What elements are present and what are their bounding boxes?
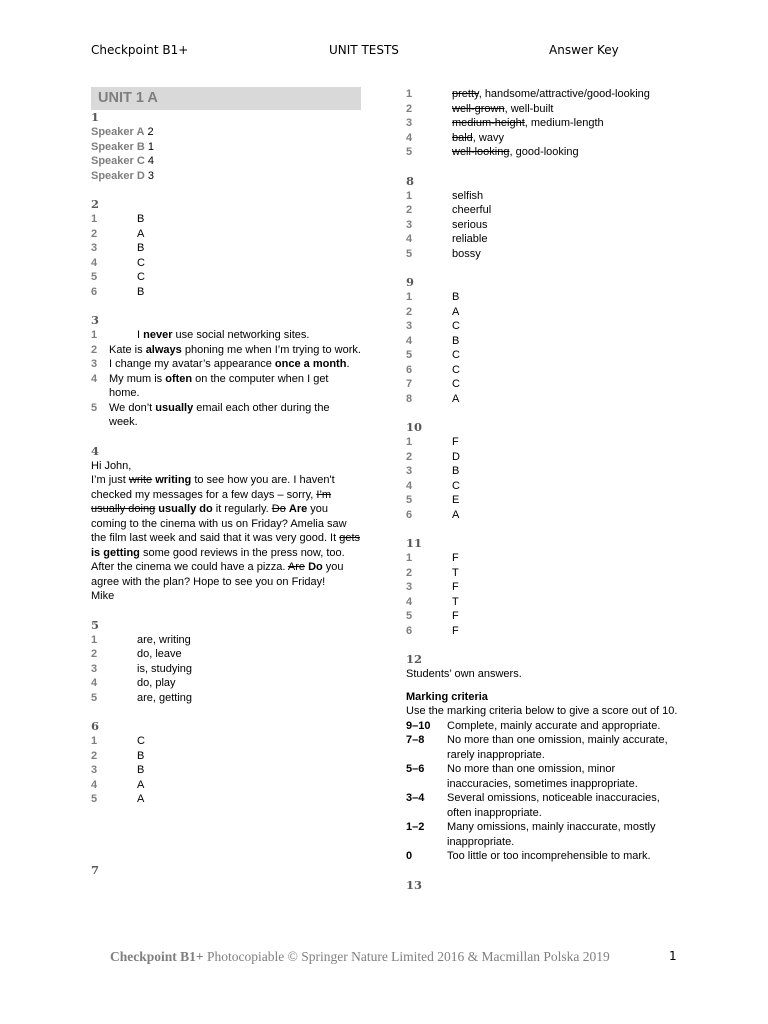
list-item: 1 F <box>406 436 459 448</box>
list-item: 3 F <box>406 581 459 593</box>
list-item: Speaker C 4 <box>91 155 154 167</box>
list-item: 1 C <box>91 735 145 747</box>
list-item: 4 C <box>406 479 460 492</box>
section-6-heading: 6 <box>91 719 100 733</box>
list-item: 3 C <box>406 320 460 332</box>
section-2-heading: 2 <box>91 197 100 211</box>
list-item: 3 medium-height, medium-length <box>406 117 604 129</box>
list-item: 3 B <box>91 764 145 776</box>
header-right: Answer Key <box>549 43 619 57</box>
list-item: Speaker D 3 <box>91 169 154 182</box>
list-item: 5 F <box>406 610 459 622</box>
letter-signoff: Mike <box>91 590 115 602</box>
section-8-answers <box>406 189 681 262</box>
section-12-text: Students’ own answers. <box>406 668 522 680</box>
list-item: 2 Kate is always phoning me when I’m trying to work. <box>91 343 361 356</box>
list-item: 1 B <box>91 213 145 225</box>
list-item: Speaker A 2 <box>91 126 154 138</box>
list-item: 3 is, studying <box>91 662 193 675</box>
list-item: 3 I change my avatar’s appearance once a month. <box>91 358 350 370</box>
list-item: 1 selfish <box>406 189 484 202</box>
marking-criteria-list <box>406 719 681 864</box>
section-10-answers <box>406 435 681 522</box>
list-item: 2 well-grown, well-built <box>406 102 554 115</box>
list-item: 2 B <box>91 749 145 762</box>
list-item: 5 bossy <box>406 247 481 260</box>
section-4-heading: 4 <box>91 443 100 458</box>
section-5-heading: 5 <box>91 617 100 632</box>
list-item: 5 are, getting <box>91 691 193 704</box>
header-left: Checkpoint B1+ <box>91 43 189 57</box>
section-7-heading: 7 <box>91 862 100 877</box>
list-item: 4 do, play <box>91 677 176 689</box>
list-item: 5 E <box>406 494 460 506</box>
marking-criteria-title: Marking criteria <box>406 690 488 703</box>
left-column <box>91 87 361 878</box>
letter-body: I’m just write writing to see how you are. I haven't checked my messages for a few days – sorry, I’m usually doing usually do it regularly. Do Are you coming to the cinema with us on Friday? Amelia saw the film last week and said that it was very good. It gets is getting some good reviews in the press now, too. After the cinema we could have a pizza. Are Do you agree with the plan? Hope to see you on Friday! <box>91 474 361 588</box>
section-6-answers <box>91 734 361 807</box>
list-item: 6 F <box>406 624 459 637</box>
section-7-answers <box>406 87 681 160</box>
list-item: 3 B <box>91 242 145 254</box>
list-item: 5–6 No more than one omission, minor inaccuracies, sometimes inappropriate. <box>406 763 638 790</box>
section-12-heading: 12 <box>406 652 423 666</box>
list-item: 1 I never use social networking sites. <box>91 329 310 341</box>
list-item: 8 A <box>406 392 460 405</box>
page-number: 1 <box>669 949 677 963</box>
list-item: 4 My mum is often on the computer when I get home. <box>91 372 329 399</box>
right-column <box>406 87 681 893</box>
section-2-answers <box>91 212 361 299</box>
section-10-heading: 10 <box>406 420 423 434</box>
section-9-answers <box>406 290 681 406</box>
list-item: 5 C <box>406 349 460 361</box>
list-item: 4 T <box>406 595 459 608</box>
list-item: Speaker B 1 <box>91 140 154 153</box>
list-item: 4 C <box>91 256 145 269</box>
section-11-heading: 11 <box>406 536 423 550</box>
section-1-heading: 1 <box>91 110 100 124</box>
list-item: 7 C <box>406 378 460 390</box>
list-item: 4 reliable <box>406 233 488 245</box>
list-item: 5 We don’t usually email each other during the week. <box>91 401 330 428</box>
section-11-answers <box>406 551 681 638</box>
list-item: 7–8 No more than one omission, mainly accurate, rarely inappropriate. <box>406 734 668 761</box>
section-4-letter <box>91 459 361 604</box>
list-item: 2 cheerful <box>406 204 492 216</box>
list-item: 2 do, leave <box>91 648 182 660</box>
list-item: 4 A <box>91 778 145 791</box>
list-item: 2 T <box>406 566 459 579</box>
section-9-heading: 9 <box>406 275 415 289</box>
list-item: 1 pretty, handsome/attractive/good-looking <box>406 88 650 100</box>
list-item: 1 are, writing <box>91 633 191 646</box>
list-item: 5 well-looking, good-looking <box>406 146 579 158</box>
list-item: 1 F <box>406 552 459 564</box>
list-item: 9–10 Complete, mainly accurate and appropriate. <box>406 719 661 732</box>
footer: Checkpoint B1+ Photocopiable © Springer Nature Limited 2016 & Macmillan Polska 2019 <box>110 949 610 964</box>
marking-criteria-intro: Use the marking criteria below to give a score out of 10. <box>406 705 678 717</box>
list-item: 5 C <box>91 271 145 283</box>
list-item: 6 A <box>406 508 460 521</box>
header-center: UNIT TESTS <box>329 43 399 57</box>
list-item: 6 B <box>91 285 145 298</box>
list-item: 4 B <box>406 334 460 347</box>
unit-title: UNIT 1 A <box>91 87 361 110</box>
list-item: 0 Too little or too incomprehensible to mark. <box>406 850 651 862</box>
section-13-heading: 13 <box>406 877 423 892</box>
list-item: 3 B <box>406 465 460 477</box>
list-item: 1 B <box>406 291 460 303</box>
list-item: 2 D <box>406 450 460 463</box>
list-item: 6 C <box>406 363 460 376</box>
list-item: 4 bald, wavy <box>406 131 504 144</box>
section-5-answers <box>91 633 361 706</box>
letter-greeting: Hi John, <box>91 459 132 472</box>
list-item: 3 serious <box>406 218 488 231</box>
section-3-heading: 3 <box>91 313 100 327</box>
list-item: 5 A <box>91 793 145 805</box>
list-item: 1–2 Many omissions, mainly inaccurate, mostly inappropriate. <box>406 821 656 848</box>
section-8-heading: 8 <box>406 173 415 188</box>
section-1-answers <box>91 125 361 183</box>
list-item: 2 A <box>91 227 145 240</box>
list-item: 3–4 Several omissions, noticeable inaccuracies, often inappropriate. <box>406 792 660 819</box>
list-item: 2 A <box>406 305 460 318</box>
section-3-answers <box>91 328 361 430</box>
